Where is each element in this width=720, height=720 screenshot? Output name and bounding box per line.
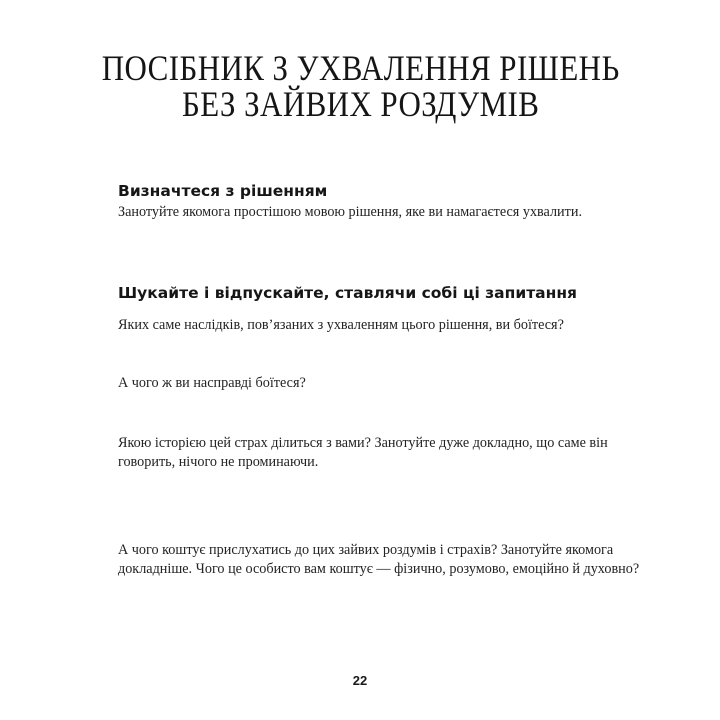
question-consequences: Яких саме наслідків, пов’язаних з ухваленням цього рішення, ви боїтеся? [118, 317, 564, 333]
instruction-text: Занотуйте якомога простішою мовою рішення, яке ви намагаєтеся ухвалити. [118, 204, 582, 220]
question-real-fear: А чого ж ви насправді боїтеся? [118, 375, 306, 391]
question-fear-story-line-1: Якою історією цей страх ділиться з вами? Занотуйте дуже докладно, що саме він [118, 435, 608, 451]
question-cost-line-2: докладніше. Чого це особисто вам коштує — фізично, розумово, емоційно й духовно? [118, 561, 640, 577]
page-number: 22 [352, 673, 368, 688]
page-title-line-2: БЕЗ ЗАЙВИХ РОЗДУМІВ [182, 84, 540, 124]
question-fear-story-line-2: говорить, нічого не проминаючи. [118, 454, 319, 470]
page-title-line-1: ПОСІБНИК З УХВАЛЕННЯ РІШЕНЬ [101, 48, 620, 88]
question-cost-line-1: А чого коштує прислухатись до цих зайвих роздумів і страхів? Занотуйте якомога [118, 542, 614, 558]
section-heading-questions: Шукайте і відпускайте, ставлячи собі ці запитання [118, 284, 578, 302]
section-heading-decide: Визначтеся з рішенням [118, 182, 328, 200]
